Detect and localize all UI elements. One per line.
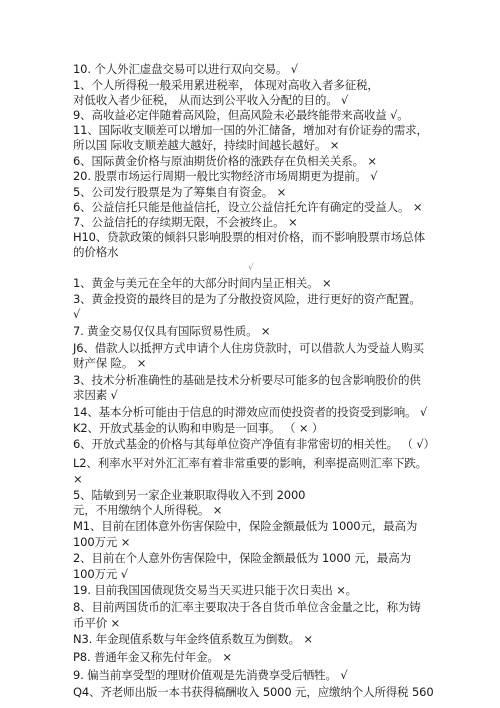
text-line: H10、贷款政策的倾斜只影响股票的相对价格，而不影响股票市场总体 xyxy=(73,230,425,244)
text-line: 1、黄金与美元在全年的大部分时间内呈正相关。 × xyxy=(73,276,332,290)
text-line: 6、公益信托只能是他益信托，设立公益信托允许有确定的受益人。 × xyxy=(73,200,423,214)
text-line: 10. 个人外汇虚盘交易可以进行双向交易。 √ xyxy=(73,62,298,76)
text-line: 2、目前在个人意外伤害保险中，保险金额最低为 1000 元，最高为 xyxy=(73,551,411,565)
text-line: 对低收入者少征税， 从而达到公平收入分配的目的。 √ xyxy=(73,93,349,107)
text-line: 9、高收益必定伴随着高风险，但高风险未必最终能带来高收益 √。 xyxy=(73,108,409,122)
text-line: M1、目前在团体意外伤害保险中，保险金额最低为 1000元，最高为 xyxy=(73,519,418,533)
text-line: J6、借款人以抵押方式申请个人住房贷款时，可以借款人为受益人购买 xyxy=(73,341,424,355)
text-line: 3、黄金投资的最终目的是为了分散投资风险，进行更好的资产配置。 xyxy=(73,292,421,306)
text-line: 8、目前两国货币的汇率主要取决于各自货币单位含金量之比，称为铸 xyxy=(73,600,421,614)
faint-check-mark: √ xyxy=(248,263,254,273)
text-line: 100万元 × xyxy=(73,535,131,549)
text-line: 11、国际收支顺差可以增加一国的外汇储备，增加对有价证券的需求， xyxy=(73,123,428,137)
text-line: Q4、齐老师出版一本书获得稿酬收入 5000 元，应缴纳个人所得税 560 xyxy=(73,685,434,699)
text-line: 100万元 √ xyxy=(73,567,128,581)
text-line: 5、公司发行股票是为了筹集自有资金。 × xyxy=(73,185,287,199)
text-line: 9. 偏当前享受型的理财价值观是先消费享受后牺牲。 √ xyxy=(73,668,348,682)
text-line: P8. 普通年金又称先付年金。 × xyxy=(73,650,232,664)
text-line: 7、公益信托的存续期无限，不会被终止。 × xyxy=(73,215,298,229)
text-line: 求因素 √ xyxy=(73,388,118,402)
text-line: 币平价 × xyxy=(73,616,121,630)
text-line: 6、开放式基金的价格与其每单位资产净值有非常密切的相关性。 （ √） xyxy=(73,437,435,451)
text-line: 财产保 险。 × xyxy=(73,356,147,370)
text-line: 所以国 际收支顺差越大越好，持续时间越长越好。 × xyxy=(73,138,340,152)
text-line: 7. 黄金交易仅仅具有国际贸易性质。 × xyxy=(73,324,271,338)
text-line: 14、基本分析可能由于信息的时滞效应而使投资者的投资受到影响。 √ xyxy=(73,405,428,419)
text-line: N3. 年金现值系数与年金终值系数互为倒数。 × xyxy=(73,632,313,646)
text-line: 6、国际黄金价格与原油期货价格的涨跌存在负相关关系。 × xyxy=(73,154,377,168)
text-line: 1、个人所得税一般采用累进税率， 体现对高收入者多征税， xyxy=(73,78,379,92)
text-line: × xyxy=(73,472,83,486)
text-line: L2、利率水平对外汇汇率有着非常重要的影响，利率提高则汇率下跌。 xyxy=(73,456,427,470)
text-line: 20. 股票市场运行周期一般比实物经济市场周期更为提前。 √ xyxy=(73,169,378,183)
text-line: 3、技术分析准确性的基础是技术分析要尽可能多的包含影响股价的供 xyxy=(73,373,421,387)
text-line: 元，不用缴纳个人所得税。 × xyxy=(73,503,223,517)
text-line: √ xyxy=(73,307,81,321)
text-line: 的价格水 xyxy=(73,245,119,259)
text-line: 19. 目前我国国债现货交易当天买进只能于次日卖出 ×。 xyxy=(73,583,358,597)
text-line: K2、开放式基金的认购和申购是一回事。 （ × ） xyxy=(73,421,324,435)
text-line: 5、陆敏到另一家企业兼职取得收入不到 2000 xyxy=(73,488,306,502)
